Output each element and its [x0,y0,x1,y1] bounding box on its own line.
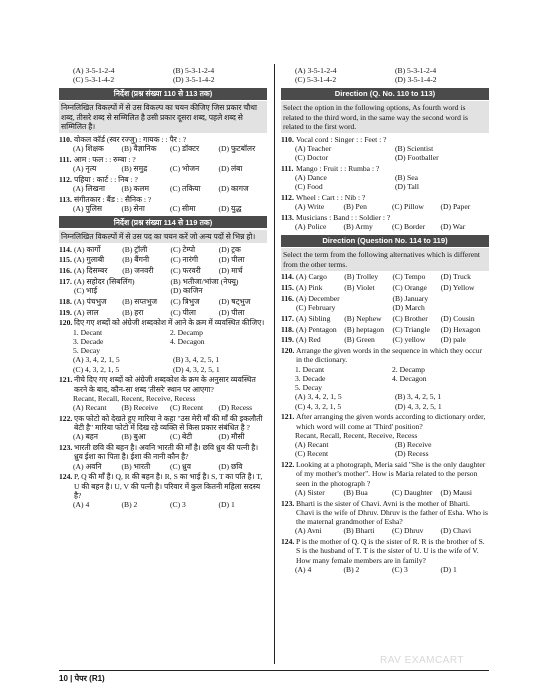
question-text: Vocal cord : Singer : : Feet : ? [296,134,387,144]
question-123 [281,499,489,536]
option: (B) समुद्र [121,163,148,173]
question-text: वोकल कॉर्ड (स्वर रज्जु) : गायक : : पैर : ? [74,134,187,144]
option: (A) Sibling [296,313,331,323]
question-number: 120. [281,346,295,355]
question-113 [281,213,489,232]
word: 1. Decant [295,364,325,374]
question-number: 117. [281,313,294,323]
option: (B) 5-3-1-2-4 [395,66,437,75]
question-text: Mango : Fruit : : Rumba : ? [296,163,380,173]
option: (D) युद्ध [218,203,242,213]
question-number: 115. [59,255,72,265]
option: (D) मार्च [218,266,243,275]
word-list: Recant, Recall, Recent, Receive, Recess [295,430,418,440]
option: (D) Footballer [395,153,439,162]
option: (B) जनवरी [122,266,154,275]
option: (D) कागज [218,183,249,193]
option: (C) Brother [392,313,428,323]
question-text: आम : फल : : रुम्बा : ? [74,154,136,164]
option: (A) 3-5-1-2-4 [73,66,115,75]
question-number: 116. [59,266,72,275]
option: (B) 5-3-1-2-4 [173,66,215,75]
question-110 [59,135,267,154]
question-number: 112. [59,174,72,184]
question-number: 113. [59,194,72,204]
option: (A) पंचभुज [74,296,107,306]
section-instruction: Select the option in the following options, As fourth word is related to the third word, in the same way the second word is related to the first word. [281,101,489,133]
option: (D) षट्भुज [218,296,251,306]
question-text: Arrange the given words in the sequence in which they occur in the dictionary. [296,346,482,365]
question-text: पहिया : कार्ट : : निब : ? [74,174,138,184]
question-number: 113. [281,213,294,222]
word: 2. Decamp [170,327,203,337]
option: (D) Recess [395,449,429,459]
option: (D) Yellow [440,283,475,292]
option: (A) शिक्षक [73,143,104,153]
question-119 [281,335,489,344]
section-heading: निर्देश (प्रश्न संख्या 114 से 119 तक) [59,216,267,228]
option: (B) बुआ [121,432,146,442]
question-text: भारती छवि की बहन है। अवनि भारती की माँ है। छवि ध्रुव की पत्नी है। ध्रुव ईशा का पिता है। ईशा की नानी कौन है? [74,443,259,462]
word: 4. Decagon [170,336,205,346]
option: (B) 3, 4, 2, 5, 1 [395,392,442,402]
question-113 [59,195,267,214]
option: (A) अवनि [73,461,102,471]
option: (B) भारती [121,461,151,471]
option: (A) दिसम्बर [74,266,108,275]
option: (B) सप्तभुज [122,296,158,306]
question-123 [59,443,267,471]
option: (C) भोजन [170,163,200,173]
option: (D) Hexagon [440,324,481,334]
option: (D) फुटबॉलर [218,143,256,153]
option: (D) काजिन [170,286,203,295]
option: (A) December [296,293,340,303]
option: (C) Tempo [392,272,426,282]
option: (C) त्रिभुज [170,296,200,306]
question-number: 118. [59,296,72,306]
question-number: 119. [281,335,294,345]
question-114 [59,245,267,254]
option: (D) लंबा [218,163,243,173]
question-text: दिए गए शब्दों को अंग्रेजी शब्दकोश में आने के क्रम में व्यवस्थित कीजिए। [74,318,265,328]
question-115 [59,255,267,264]
option: (A) पुलिस [73,203,103,213]
option: (A) सहोदर (सिबलिंग) [74,276,135,286]
option: (C) 5-3-1-4-2 [73,75,115,85]
option: (A) Red [296,335,321,345]
option: (D) Paper [440,202,471,212]
option: (B) भतीजा/भांजा (नेफ्यू) [170,276,239,286]
option: (B) सेना [121,203,145,213]
page-footer: 10 | पेपर (R1) [59,670,489,684]
option: (B) Pen [343,202,367,212]
option: (A) 4 [295,564,312,574]
option: (A) Police [295,222,327,232]
option: (D) 1 [440,564,457,574]
option: (A) Recant [295,440,329,449]
question-117 [59,277,267,296]
section-heading: निर्देश (प्रश्न संख्या 110 से 113 तक) [59,88,267,100]
word: 5. Decay [295,383,322,392]
option: (B) Sea [395,173,418,182]
question-119 [59,308,267,317]
word: 2. Decamp [392,364,425,374]
section-instruction: निम्नलिखित विकल्पों में से उस पद का चयन करें जो अन्य पदों से भिन्न हो। [59,230,267,243]
option: (A) Dance [295,173,327,182]
option: (C) 3 [392,564,408,574]
option: (D) Recess [218,403,253,412]
question-number: 115. [281,283,294,292]
option: (B) heptagon [344,324,385,334]
option: (B) Green [344,335,375,345]
option: (C) Orange [392,283,427,292]
question-number: 123. [281,498,295,508]
option: (C) फरवरी [170,266,201,275]
option: (C) सीमा [170,203,196,213]
option: (B) Receive [121,403,158,412]
option: (A) 3-5-1-2-4 [295,66,337,75]
option: (A) Avni [295,526,322,536]
option: (C) Border [392,222,426,232]
word: 5. Decay [73,346,100,355]
option: (B) 2 [343,564,360,574]
option: (B) हरा [122,307,144,317]
option: (D) ट्रक [218,244,241,254]
option: (C) बेटी [170,432,193,442]
word: 3. Decade [73,336,104,346]
question-number: 121. [59,375,73,385]
question-124 [281,537,489,574]
option: (A) नृत्य [73,163,97,173]
option: (C) Dhruv [392,526,424,536]
word: 1. Decant [73,327,103,337]
option: (B) Scientist [395,143,434,153]
question-111 [59,155,267,174]
option: (C) ध्रुव [170,461,191,471]
option: (B) बैंगनी [122,255,150,265]
option: (B) Receive [395,440,432,449]
option: (C) 4, 3, 2, 1, 5 [295,401,342,411]
question-121 [281,412,489,458]
option: (C) February [296,303,336,312]
option: (D) 1 [218,500,235,509]
question-number: 111. [59,154,72,164]
question-text: P, Q की माँ है। Q, R की बहन है। R, S का भाई है। S, T का पति है। T, U की बहन है। U, V की पत्नी है। परिवार में कुल कितनी महिला सदस्य है? [74,472,263,500]
question-number: 111. [281,163,294,173]
question-number: 120. [59,318,73,328]
question-118 [281,325,489,334]
question-number: 112. [281,193,294,202]
question-111 [281,164,489,192]
option: (C) 5-3-1-4-2 [295,75,337,85]
option: (B) Army [343,222,373,232]
question-120 [59,318,267,374]
option: (B) Violet [344,283,375,292]
option: (A) Cargo [296,272,327,282]
question-120 [281,346,489,411]
option: (D) पीला [218,255,245,265]
option: (D) पीला [218,307,245,317]
option: (B) 3, 4, 2, 5, 1 [173,355,220,365]
column-divider [274,64,275,664]
question-text: एक फोटो को देखते हुए मारिया ने कहा "उस मेरी माँ की माँ की इकलौती बेटी है" मारिया फोटो में दिख रहे व्यक्ति से किस प्रकार संबंधित है ? [74,413,263,432]
question-number: 114. [281,272,294,282]
question-117 [281,314,489,323]
option: (D) pale [440,335,466,345]
question-number: 122. [281,460,295,469]
option: (D) Chavi [440,526,472,536]
question-122 [281,460,489,497]
question-122 [59,414,267,442]
word-list: Recant, Recall, Recent, Receive, Recess [73,393,196,403]
question-number: 118. [281,324,294,334]
option: (B) कलम [121,183,150,193]
option: (A) गुलाबी [74,255,105,265]
option: (C) नारंगी [170,255,199,265]
question-number: 124. [59,472,73,482]
question-124 [59,472,267,509]
watermark: RAV EXAMCART [380,655,464,666]
option: (D) Mausi [440,487,472,497]
option: (A) Recant [73,403,107,412]
question-number: 123. [59,443,73,452]
option: (A) 3, 4, 2, 1, 5 [295,392,342,402]
hindi-column [59,66,267,509]
question-number: 116. [281,293,294,303]
option: (D) मौसी [218,432,245,442]
option: (A) कार्गो [74,244,101,254]
option: (C) Triangle [392,324,430,334]
question-text: संगीतकार : बैंड : : सैनिक : ? [74,194,152,204]
option: (B) Bharti [343,526,375,536]
question-text: After arranging the given words according to dictionary order, which word will come at 'Third' position? [296,412,486,431]
section-instruction: Select the term from the following alternatives which is different from the other terms. [281,248,489,271]
option: (D) Tall [395,182,420,192]
question-text: Wheel : Cart : : Nib : ? [296,193,366,202]
question-number: 110. [59,134,72,144]
option: (D) Cousin [440,313,475,323]
option: (C) टेम्पो [170,244,196,254]
option: (B) वैज्ञानिक [121,143,157,153]
option: (B) Bua [343,487,368,497]
question-text: नीचे दिए गए शब्दों को अंग्रेजी शब्दकोश के क्रम के अनुसार व्यवस्थित करने के बाद, कौन-सा शब्द 'तीसरे' स्थान पर आएगा? [74,375,256,394]
question-number: 124. [281,537,295,546]
option: (C) Daughter [392,487,433,497]
section-heading: Direction (Q. No. 110 to 113) [281,88,489,100]
question-number: 110. [281,134,294,144]
option: (D) 4, 3, 2, 5, 1 [395,401,442,411]
question-text: Looking at a photograph, Meria said "She is the only daughter of my mother's mother". How is Maria related to the person seen in the photograph ? [296,460,486,488]
option: (D) छवि [218,461,243,471]
question-116 [281,294,489,313]
option: (A) लिखना [73,183,105,193]
question-number: 121. [281,412,295,422]
option: (A) Sister [295,487,325,497]
word: 3. Decade [295,373,326,383]
option: (C) Doctor [295,153,329,162]
option: (D) Truck [440,272,471,282]
option: (D) 4, 3, 2, 5, 1 [173,364,220,374]
option: (A) 3, 4, 2, 1, 5 [73,355,120,365]
option: (C) 4, 3, 2, 1, 5 [73,364,120,374]
option: (D) March [392,303,425,312]
option: (A) Write [295,202,325,212]
option: (B) Trolley [344,272,379,282]
option: (A) Pentagon [296,324,337,334]
question-118 [59,297,267,306]
question-114 [281,272,489,281]
option: (A) बहन [73,432,99,442]
option: (C) Recent [295,449,329,459]
question-number: 114. [59,244,72,254]
option: (C) तकिया [170,183,201,193]
option: (C) भाई [74,286,98,295]
english-column [281,66,489,574]
option: (C) डॉक्टर [170,143,200,153]
option: (C) 3 [170,500,186,509]
question-116 [59,266,267,275]
option: (D) 3-5-1-4-2 [395,75,437,85]
question-121 [59,375,267,412]
question-112 [281,193,489,212]
option: (C) Pillow [392,202,424,212]
section-heading: Direction (Question No. 114 to 119) [281,235,489,247]
question-text: Bharti is the sister of Chavi. Avni is the mother of Bharti. Chavi is the wife of Dhruv. Dhruv is the father of Esha. Who is the maternal grandmother of Esha? [296,498,488,526]
question-number: 117. [59,276,72,286]
option: (B) 2 [121,500,138,509]
question-text: Musicians : Band : : Soldier : ? [296,213,391,222]
word: 4. Decagon [392,373,427,383]
question-number: 119. [59,307,72,317]
option: (A) Teacher [295,143,332,153]
question-115 [281,283,489,292]
question-110 [281,135,489,163]
option: (C) Food [295,182,323,192]
option: (D) 3-5-1-4-2 [173,75,215,85]
option: (B) January [392,293,429,303]
previous-question-options [59,66,267,85]
option: (A) लाल [74,307,99,317]
option: (D) War [440,222,466,232]
option: (C) पीला [170,307,196,317]
option: (C) Recent [170,403,204,412]
option: (A) Pink [296,283,323,292]
question-number: 122. [59,413,73,423]
option: (C) yellow [392,335,426,345]
previous-question-options [281,66,489,85]
option: (A) 4 [73,500,90,509]
question-text: P is the mother of Q. Q is the sister of R. R is the brother of S. S is the husband of T. T is the sister of U. U is the wife of V. How many female members are in family? [296,537,485,565]
section-instruction: निम्नलिखित विकल्पों में से उस विकल्प का चयन कीजिए जिस प्रकार चौथा शब्द, तीसरे शब्द से सम्मिलित है उसी प्रकार दूसरा शब्द, पहले शब्द से सम्मिलित है। [59,101,267,133]
option: (B) Nephew [344,313,382,323]
question-112 [59,175,267,194]
option: (B) ट्रॉली [122,244,148,254]
